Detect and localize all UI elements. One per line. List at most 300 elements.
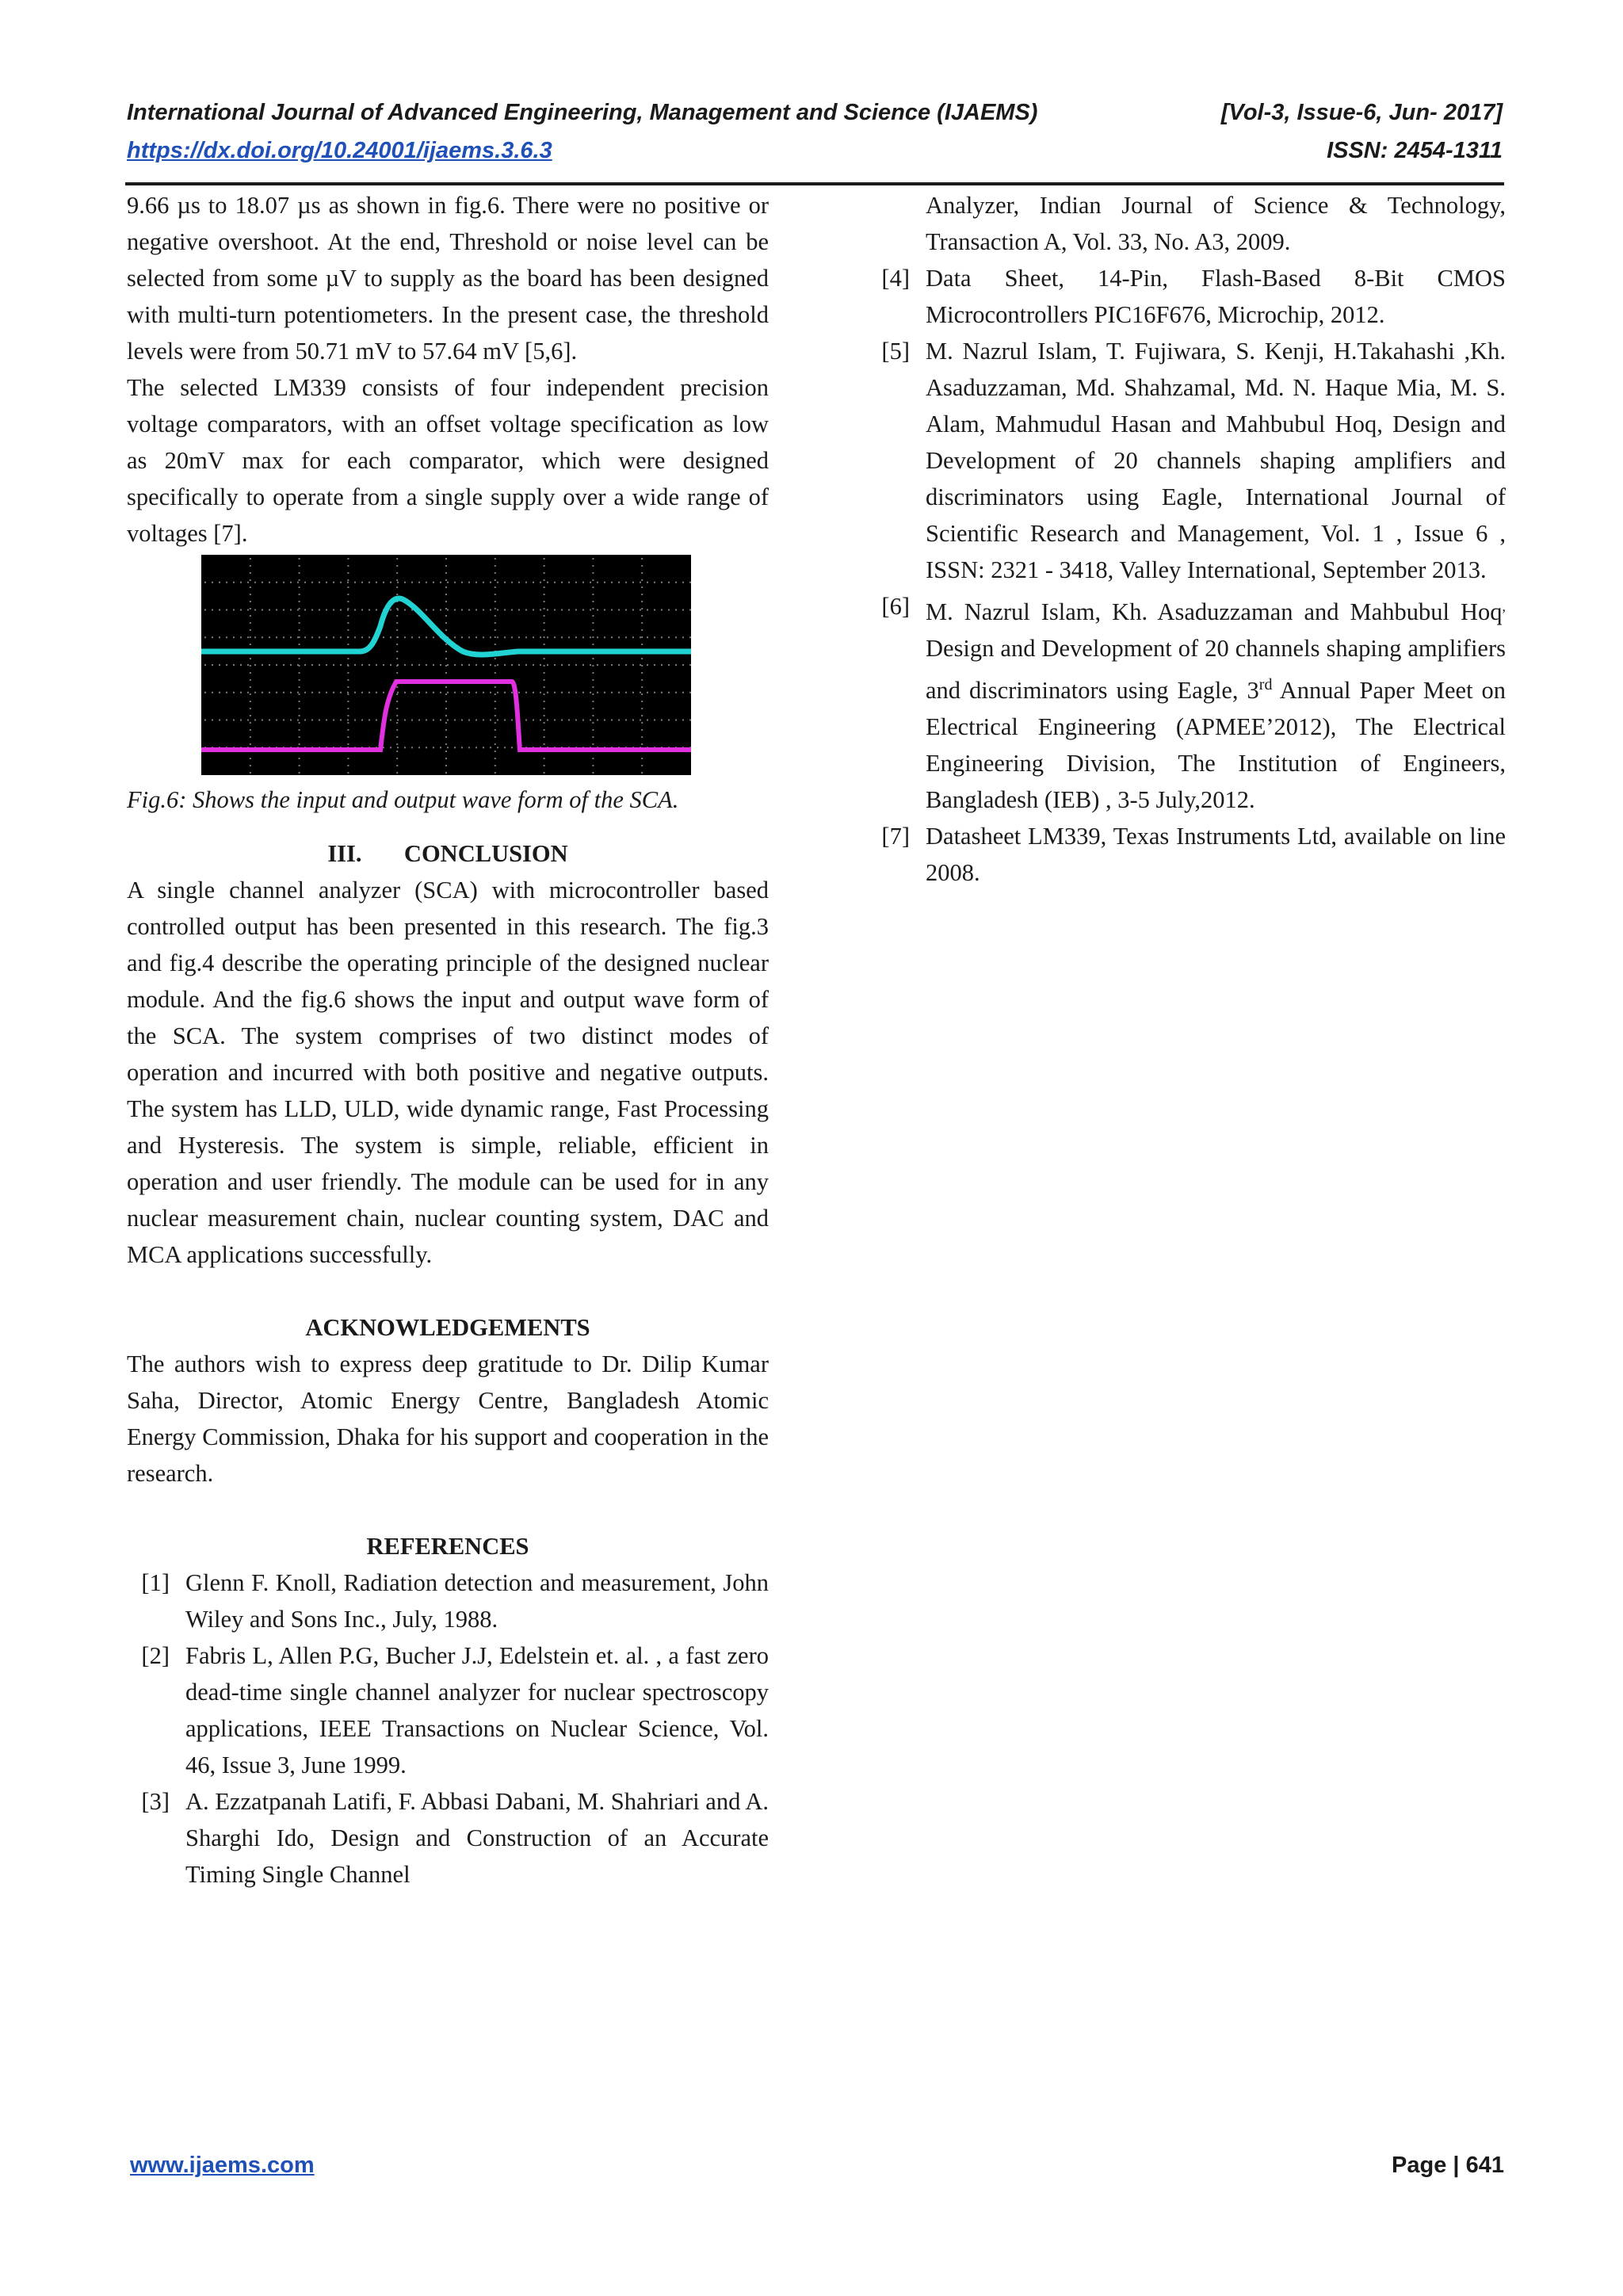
grid-dot [641, 644, 643, 645]
grid-dot [340, 609, 342, 611]
grid-dot [326, 720, 327, 721]
grid-dot [445, 715, 447, 716]
grid-dot [668, 720, 670, 721]
grid-dot [592, 615, 594, 617]
grid-dot [340, 720, 342, 721]
grid-dot [347, 720, 349, 721]
grid-dot [426, 664, 427, 666]
grid-dot [299, 622, 300, 624]
grid-dot [544, 644, 545, 645]
grid-dot [204, 664, 206, 666]
grid-dot [654, 582, 655, 583]
grid-dot [461, 609, 463, 611]
acknowledgements-text: The authors wish to express deep gratitude to Dr. Dilip Kumar Saha, Director, Atomic Energy Centre, Bangladesh Atomic Energy Commission, Dhaka for his support and cooperation in the research. [127, 1350, 769, 1487]
grid-dot [561, 609, 563, 611]
grid-dot [483, 692, 484, 693]
grid-dot [625, 720, 627, 721]
grid-dot [262, 692, 263, 693]
grid-dot [445, 608, 447, 609]
grid-dot [641, 715, 643, 716]
grid-dot [689, 582, 691, 583]
grid-dot [445, 558, 447, 560]
grid-dot [361, 582, 363, 583]
grid-dot [254, 664, 256, 666]
grid-dot [504, 692, 506, 693]
footer-site [130, 2153, 315, 2179]
grid-dot [604, 636, 605, 638]
grid-dot [675, 636, 677, 638]
grid-dot [396, 729, 398, 731]
grid-dot [544, 708, 545, 709]
grid-dot [568, 609, 570, 611]
grid-dot [490, 664, 491, 666]
grid-dot [611, 636, 613, 638]
reference-item: [6] M. Nazrul Islam, Kh. Asaduzzaman and Mahbubul Hoq, Design and Development of 20 channels shaping amplifiers and discriminators using Eagle, 3rd Annual Paper Meet on Electrical Engineering (APMEE’2012), The Electrical Engineering Division, The Institution of Engineers, Bangladesh (IEB) , 3-5 July,2012. [881, 593, 1507, 814]
grid-dot [525, 609, 527, 611]
grid-dot [483, 636, 484, 638]
grid-dot [299, 579, 300, 581]
grid-dot [689, 609, 691, 611]
grid-dot [269, 582, 270, 583]
grid-dot [411, 664, 413, 666]
grid-dot [304, 720, 306, 721]
grid-dot [682, 636, 684, 638]
grid-dot [445, 693, 447, 695]
grid-dot [544, 615, 545, 617]
grid-dot [347, 692, 349, 693]
grid-dot [641, 672, 643, 674]
grid-dot [299, 722, 300, 724]
grid-dot [675, 609, 677, 611]
grid-dot [354, 636, 356, 638]
grid-dot [233, 582, 235, 583]
grid-dot [618, 692, 620, 693]
grid-dot [525, 582, 527, 583]
grid-dot [445, 651, 447, 652]
grid-dot [340, 636, 342, 638]
grid-dot [468, 636, 470, 638]
grid-dot [495, 751, 496, 752]
site-link[interactable]: www.ijaems.com [130, 2153, 315, 2178]
grid-dot [240, 582, 242, 583]
grid-dot [504, 664, 506, 666]
grid-dot [299, 693, 300, 695]
grid-dot [347, 586, 349, 588]
grid-dot [262, 636, 263, 638]
grid-dot [554, 692, 556, 693]
grid-dot [290, 664, 292, 666]
grid-dot [597, 720, 598, 721]
grid-dot [544, 665, 545, 667]
grid-dot [641, 722, 643, 724]
grid-dot [433, 692, 434, 693]
grid-dot [396, 772, 398, 774]
grid-dot [250, 615, 251, 617]
grid-dot [590, 636, 591, 638]
grid-dot [544, 722, 545, 724]
grid-dot [592, 579, 594, 581]
grid-dot [632, 664, 634, 666]
grid-dot [404, 582, 406, 583]
grid-dot [226, 720, 227, 721]
grid-dot [299, 558, 300, 560]
grid-dot [445, 765, 447, 766]
grid-dot [475, 747, 477, 748]
grid-dot [240, 664, 242, 666]
grid-dot [383, 692, 384, 693]
running-header [127, 100, 1503, 126]
grid-dot [254, 582, 256, 583]
grid-dot [411, 692, 413, 693]
grid-dot [347, 572, 349, 574]
grid-dot [311, 582, 313, 583]
grid-dot [250, 679, 251, 681]
grid-dot [297, 692, 299, 693]
grid-dot [376, 720, 377, 721]
grid-dot [468, 582, 470, 583]
grid-dot [547, 692, 548, 693]
grid-dot [276, 582, 277, 583]
grid-dot [299, 672, 300, 674]
grid-dot [299, 765, 300, 766]
grid-dot [262, 582, 263, 583]
grid-dot [226, 609, 227, 611]
grid-dot [347, 686, 349, 688]
grid-dot [641, 572, 643, 574]
grid-dot [418, 664, 420, 666]
grid-dot [533, 720, 534, 721]
grid-dot [290, 609, 292, 611]
grid-dot [276, 636, 277, 638]
grid-dot [495, 701, 496, 702]
grid-dot [654, 720, 655, 721]
grid-dot [682, 664, 684, 666]
grid-dot [396, 693, 398, 695]
grid-dot [250, 765, 251, 766]
grid-dot [544, 672, 545, 674]
grid-dot [299, 743, 300, 745]
grid-dot [447, 664, 449, 666]
grid-dot [544, 765, 545, 766]
grid-dot [396, 651, 398, 652]
grid-dot [233, 664, 235, 666]
grid-dot [326, 609, 327, 611]
grid-dot [250, 701, 251, 702]
grid-dot [390, 636, 391, 638]
grid-dot [347, 672, 349, 674]
grid-dot [544, 686, 545, 688]
grid-dot [299, 572, 300, 574]
grid-dot [454, 747, 456, 748]
grid-dot [354, 720, 356, 721]
grid-dot [497, 664, 498, 666]
grid-dot [592, 758, 594, 759]
grid-dot [297, 664, 299, 666]
grid-dot [276, 664, 277, 666]
grid-dot [290, 692, 292, 693]
header-rule [125, 182, 1504, 185]
grid-dot [592, 665, 594, 667]
grid-dot [618, 636, 620, 638]
grid-dot [568, 636, 570, 638]
grid-dot [233, 720, 235, 721]
grid-dot [497, 609, 498, 611]
grid-dot [611, 609, 613, 611]
grid-dot [447, 692, 449, 693]
grid-dot [540, 636, 541, 638]
grid-dot [544, 729, 545, 731]
grid-dot [396, 565, 398, 567]
grid-dot [611, 720, 613, 721]
grid-dot [283, 582, 285, 583]
grid-dot [254, 636, 256, 638]
grid-dot [641, 743, 643, 745]
doi-link[interactable]: https://dx.doi.org/10.24001/ijaems.3.6.3 [127, 138, 552, 163]
grid-dot [297, 609, 299, 611]
grid-dot [592, 572, 594, 574]
grid-dot [404, 636, 406, 638]
grid-dot [682, 720, 684, 721]
grid-dot [641, 758, 643, 759]
grid-dot [495, 636, 496, 638]
grid-dot [641, 729, 643, 731]
grid-dot [326, 664, 327, 666]
grid-dot [247, 609, 249, 611]
grid-dot [347, 765, 349, 766]
grid-dot [495, 672, 496, 674]
grid-dot [390, 664, 391, 666]
grid-dot [454, 692, 456, 693]
grid-dot [454, 664, 456, 666]
grid-dot [276, 692, 277, 693]
grid-dot [592, 644, 594, 645]
grid-dot [361, 664, 363, 666]
grid-dot [226, 636, 227, 638]
grid-dot [333, 664, 334, 666]
grid-dot [495, 693, 496, 695]
grid-dot [604, 609, 605, 611]
grid-dot [490, 720, 491, 721]
grid-dot [440, 720, 441, 721]
grid-dot [262, 609, 263, 611]
grid-dot [204, 720, 206, 721]
grid-dot [661, 692, 663, 693]
grid-dot [447, 747, 449, 748]
grid-dot [495, 572, 496, 574]
grid-dot [632, 636, 634, 638]
grid-dot [495, 665, 496, 667]
grid-dot [495, 772, 496, 774]
grid-dot [611, 582, 613, 583]
grid-dot [654, 664, 655, 666]
grid-dot [204, 636, 206, 638]
grid-dot [461, 692, 463, 693]
grid-dot [250, 629, 251, 631]
grid-dot [604, 692, 605, 693]
grid-dot [418, 720, 420, 721]
grid-dot [240, 720, 242, 721]
grid-dot [592, 708, 594, 709]
grid-dot [418, 582, 420, 583]
grid-dot [445, 658, 447, 659]
grid-dot [319, 609, 320, 611]
grid-dot [504, 720, 506, 721]
grid-dot [369, 692, 370, 693]
grid-dot [247, 720, 249, 721]
grid-dot [604, 720, 605, 721]
grid-dot [682, 582, 684, 583]
grid-dot [212, 636, 213, 638]
grid-dot [544, 565, 545, 567]
grid-dot [354, 692, 356, 693]
grid-dot [347, 708, 349, 709]
grid-dot [625, 664, 627, 666]
grid-dot [333, 720, 334, 721]
grid-dot [299, 708, 300, 709]
grid-dot [326, 582, 327, 583]
grid-dot [544, 743, 545, 745]
grid-dot [641, 622, 643, 624]
grid-dot [618, 720, 620, 721]
grid-dot [226, 582, 227, 583]
grid-dot [475, 720, 477, 721]
grid-dot [582, 664, 584, 666]
grid-dot [495, 658, 496, 659]
grid-dot [397, 747, 399, 748]
grid-dot [495, 615, 496, 617]
grid-dot [483, 720, 484, 721]
grid-dot [219, 609, 220, 611]
grid-dot [418, 692, 420, 693]
grid-dot [668, 609, 670, 611]
grid-dot [269, 636, 270, 638]
grid-dot [376, 692, 377, 693]
grid-dot [540, 664, 541, 666]
grid-dot [495, 743, 496, 745]
grid-dot [299, 565, 300, 567]
grid-dot [404, 609, 406, 611]
grid-dot [396, 686, 398, 688]
grid-dot [445, 736, 447, 738]
grid-dot [299, 629, 300, 631]
grid-dot [661, 636, 663, 638]
grid-dot [247, 582, 249, 583]
grid-dot [568, 582, 570, 583]
grid-dot [511, 636, 513, 638]
grid-dot [495, 708, 496, 709]
grid-dot [504, 582, 506, 583]
grid-dot [533, 692, 534, 693]
grid-dot [490, 636, 491, 638]
grid-dot [447, 582, 449, 583]
grid-dot [304, 636, 306, 638]
grid-dot [561, 720, 563, 721]
grid-dot [319, 692, 320, 693]
grid-dot [592, 558, 594, 560]
grid-dot [547, 609, 548, 611]
grid-dot [641, 765, 643, 766]
grid-dot [544, 572, 545, 574]
grid-dot [319, 636, 320, 638]
grid-dot [490, 582, 491, 583]
body-paragraph: The selected LM339 consists of four independent precision voltage comparators, with an offset voltage specification as low as 20mV max for each comparator, which were designed specifically to operate from a single supply over a wide range of voltages [7]. [127, 374, 769, 547]
grid-dot [347, 743, 349, 745]
grid-dot [440, 609, 441, 611]
grid-dot [299, 686, 300, 688]
grid-dot [544, 622, 545, 624]
grid-dot [533, 582, 534, 583]
grid-dot [212, 582, 213, 583]
doi-line [127, 138, 1503, 164]
grid-dot [582, 692, 584, 693]
grid-dot [511, 747, 513, 748]
grid-dot [468, 692, 470, 693]
grid-dot [544, 629, 545, 631]
grid-dot [250, 693, 251, 695]
grid-dot [544, 715, 545, 716]
grid-dot [369, 609, 370, 611]
grid-dot [445, 701, 447, 702]
grid-dot [299, 715, 300, 716]
grid-dot [483, 747, 484, 748]
grid-dot [347, 664, 349, 666]
grid-dot [483, 609, 484, 611]
grid-dot [447, 720, 449, 721]
grid-dot [661, 582, 663, 583]
grid-dot [369, 664, 370, 666]
grid-dot [582, 636, 584, 638]
grid-dot [533, 636, 534, 638]
grid-dot [299, 586, 300, 588]
grid-dot [689, 636, 691, 638]
grid-dot [283, 692, 285, 693]
grid-dot [326, 636, 327, 638]
grid-dot [511, 720, 513, 721]
grid-dot [490, 747, 491, 748]
grid-dot [544, 594, 545, 595]
grid-dot [304, 609, 306, 611]
grid-dot [592, 565, 594, 567]
grid-dot [592, 608, 594, 609]
grid-dot [618, 664, 620, 666]
grid-dot [689, 720, 691, 721]
grid-dot [390, 582, 391, 583]
grid-dot [592, 636, 594, 638]
grid-dot [495, 586, 496, 588]
grid-dot [311, 692, 313, 693]
grid-dot [447, 609, 449, 611]
grid-dot [347, 736, 349, 738]
grid-dot [445, 579, 447, 581]
grid-dot [440, 747, 441, 748]
grid-dot [575, 609, 577, 611]
grid-dot [490, 692, 491, 693]
grid-dot [495, 558, 496, 560]
grid-dot [544, 636, 545, 638]
grid-dot [544, 772, 545, 774]
grid-dot [495, 729, 496, 731]
grid-dot [396, 758, 398, 759]
grid-dot [592, 693, 594, 695]
grid-dot [290, 582, 292, 583]
grid-dot [445, 665, 447, 667]
grid-dot [269, 720, 270, 721]
grid-dot [592, 729, 594, 731]
grid-dot [518, 609, 520, 611]
grid-dot [461, 636, 463, 638]
grid-dot [361, 636, 363, 638]
grid-dot [418, 636, 420, 638]
